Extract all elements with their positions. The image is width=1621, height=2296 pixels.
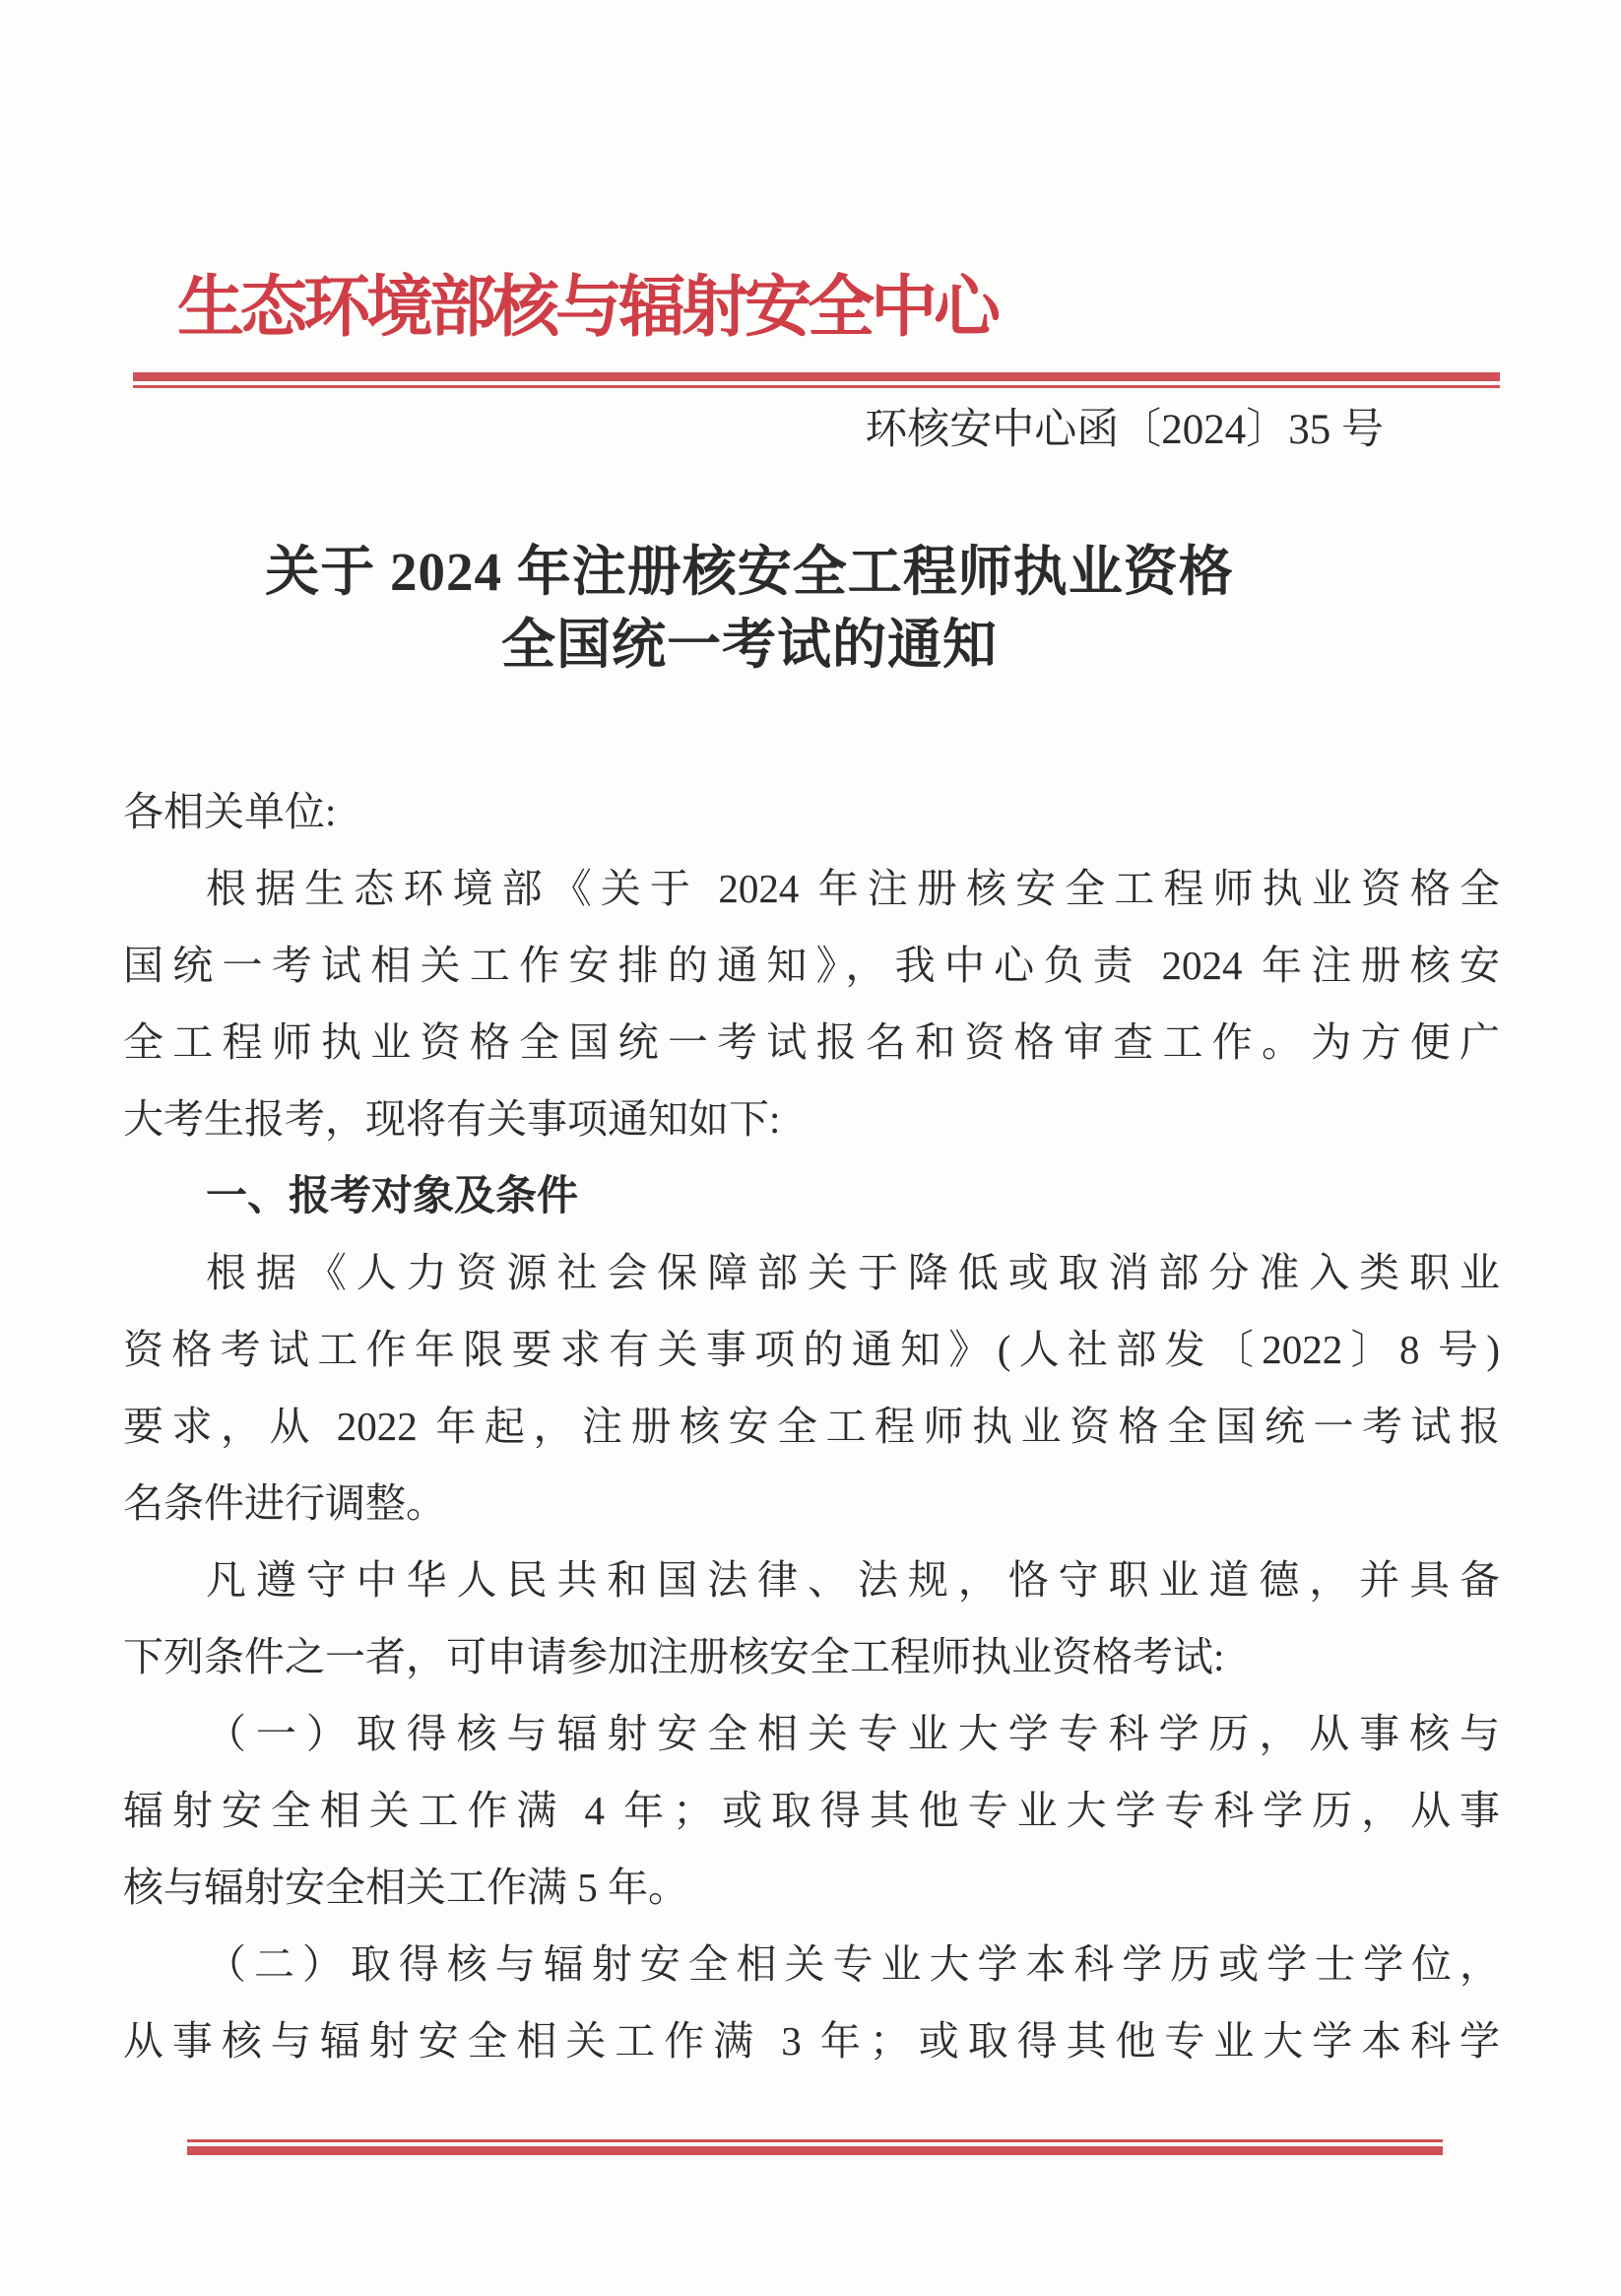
body-line: 要求，从 2022 年起，注册核安全工程师执业资格全国统一考试报 [123, 1404, 1500, 1449]
document-body [123, 773, 1500, 2079]
body-line: 根据《人力资源社会保障部关于降低或取消部分准入类职业 [206, 1250, 1500, 1295]
body-line: 凡遵守中华人民共和国法律、法规，恪守职业道德，并具备 [206, 1557, 1500, 1603]
body-line: 名条件进行调整。 [123, 1480, 446, 1526]
document-title-line1: 关于 2024 年注册核安全工程师执业资格 [265, 542, 1234, 602]
body-line: 核与辐射安全相关工作满 5 年。 [123, 1865, 688, 1910]
body-line: 资格考试工作年限要求有关事项的通知》(人社部发〔2022〕8 号) [123, 1327, 1500, 1372]
body-line: 根据生态环境部《关于 2024 年注册核安全工程师执业资格全 [206, 866, 1500, 911]
body-line: 从事核与辐射安全相关工作满 3 年；或取得其他专业大学本科学 [123, 2018, 1500, 2064]
body-line: （一）取得核与辐射安全相关专业大学专科学历，从事核与 [206, 1711, 1500, 1756]
letterhead-title: 生态环境部核与辐射安全中心 [177, 270, 998, 345]
body-line: 全工程师执业资格全国统一考试报名和资格审查工作。为方便广 [123, 1019, 1500, 1065]
body-line: 辐射安全相关工作满 4 年；或取得其他专业大学专科学历，从事 [123, 1788, 1500, 1833]
header-rule-thick [133, 372, 1500, 381]
body-line: 一、报考对象及条件 [206, 1172, 579, 1218]
body-line: 国统一考试相关工作安排的通知》，我中心负责 2024 年注册核安 [123, 943, 1500, 988]
body-line: 各相关单位: [123, 789, 337, 834]
document-title [0, 536, 1560, 682]
document-number: 环核安中心函〔2024〕35 号 [865, 407, 1384, 453]
body-line: （二）取得核与辐射安全相关专业大学本科学历或学士学位， [206, 1941, 1500, 1987]
footer-rule-thick [187, 2146, 1443, 2155]
document-title-line2: 全国统一考试的通知 [500, 615, 998, 675]
body-line: 下列条件之一者，可申请参加注册核安全工程师执业资格考试: [123, 1634, 1225, 1679]
header-rule-thin [133, 385, 1500, 388]
body-line: 大考生报考，现将有关事项通知如下: [123, 1096, 781, 1142]
footer-rule-thin [187, 2139, 1443, 2142]
